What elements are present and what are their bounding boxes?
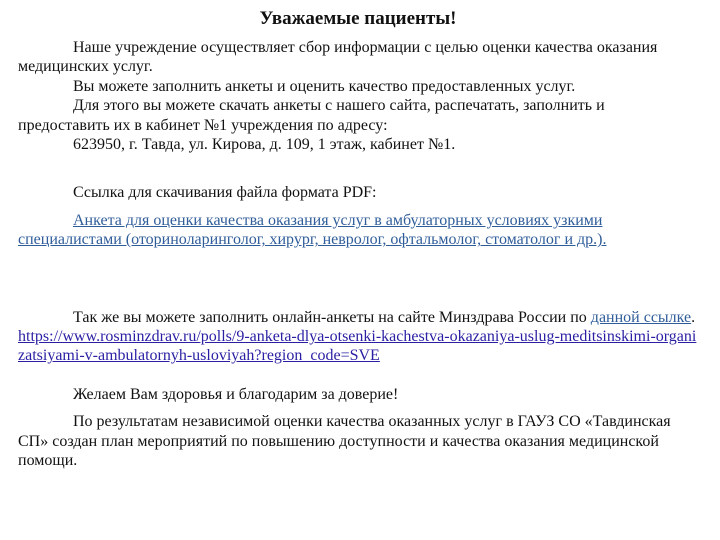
online-separator: .: [691, 308, 696, 326]
pdf-download-link[interactable]: Анкета для оценки качества оказания услуг в амбулаторных условиях узкими специалистами (оториноларинголог, хирург, невролог, офтальмолог, стоматолог и др.).: [18, 211, 607, 249]
given-link[interactable]: данной ссылке: [590, 308, 692, 326]
intro-paragraph-3: Для этого вы можете скачать анкеты с нашего сайта, распечатать, заполнить и предоставить их в кабинет №1 учреждения по адресу:: [18, 97, 605, 134]
rosminzdrav-poll-link[interactable]: https://www.rosminzdrav.ru/polls/9-anketa-dlya-otsenki-kachestva-okazaniya-uslug-meditsinskimi-organizatsiyami-v-ambulatornyh-usloviyah?region_code=SVE: [18, 328, 697, 365]
page-title: Уважаемые пациенты!: [259, 8, 457, 29]
pdf-label: Ссылка для скачивания файла формата PDF:: [73, 184, 377, 202]
intro-paragraph-2: Вы можете заполнить анкеты и оценить качество предоставленных услуг.: [73, 77, 576, 95]
result-paragraph: По результатам независимой оценки качества оказанных услуг в ГАУЗ СО «Тавдинская СП» создан план мероприятий по повышению доступности и качества оказания медицинской помощи.: [18, 413, 671, 470]
address-paragraph: 623950, г. Тавда, ул. Кирова, д. 109, 1 этаж, кабинет №1.: [73, 136, 456, 154]
intro-paragraph-1: Наше учреждение осуществляет сбор информации с целью оценки качества оказания медицинских услуг.: [18, 39, 658, 76]
pdf-link-paragraph: [18, 211, 698, 250]
online-text: Так же вы можете заполнить онлайн-анкеты на сайте Минздрава России по: [73, 308, 591, 326]
online-paragraph: [18, 308, 698, 366]
wish-paragraph: Желаем Вам здоровья и благодарим за доверие!: [73, 385, 399, 403]
document-page: [18, 8, 698, 471]
